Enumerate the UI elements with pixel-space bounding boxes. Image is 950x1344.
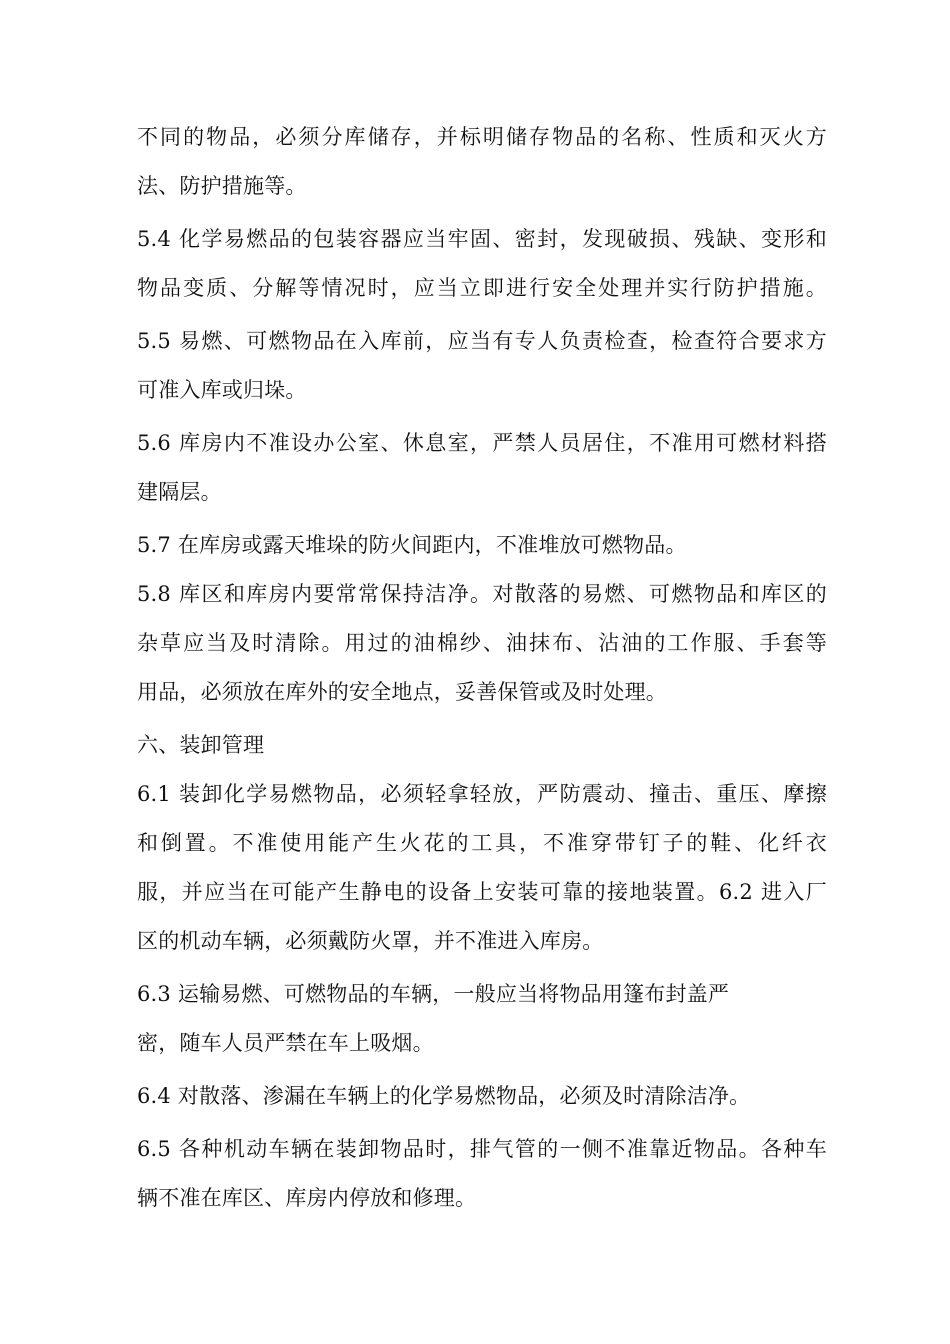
text-line: 5.8 库区和库房内要常常保持洁净。对散落的易燃、可燃物品和库区的 <box>137 582 827 606</box>
text-line: 密，随车人员严禁在车上吸烟。 <box>137 1031 434 1055</box>
text-line: 6.3 运输易燃、可燃物品的车辆，一般应当将物品用篷布封盖严 <box>137 982 730 1006</box>
text-line: 6.1 装卸化学易燃物品，必须轻拿轻放，严防震动、撞击、重压、摩擦 <box>137 782 827 806</box>
text-line: 6.4 对散落、渗漏在车辆上的化学易燃物品，必须及时清除洁净。 <box>137 1084 751 1108</box>
text-line: 辆不准在库区、库房内停放和修理。 <box>137 1186 477 1210</box>
section-heading: 六、装卸管理 <box>137 733 265 757</box>
text-line: 可准入库或归垛。 <box>137 378 307 402</box>
text-line: 5.4 化学易燃品的包装容器应当牢固、密封，发现破损、残缺、变形和 <box>137 227 827 251</box>
text-line: 建隔层。 <box>137 480 222 504</box>
text-line: 5.6 库房内不准设办公室、休息室，严禁人员居住，不准用可燃材料搭 <box>137 431 827 455</box>
text-line: 5.5 易燃、可燃物品在入库前，应当有专人负责检查，检查符合要求方 <box>137 329 827 353</box>
text-line: 区的机动车辆，必须戴防火罩，并不准进入库房。 <box>137 929 604 953</box>
text-line: 服，并应当在可能产生静电的设备上安装可靠的接地装置。6.2 进入厂 <box>137 880 827 904</box>
text-line: 物品变质、分解等情况时，应当立即进行安全处理并实行防护措施。 <box>137 276 827 300</box>
text-line: 杂草应当及时清除。用过的油棉纱、油抹布、沾油的工作服、手套等 <box>137 631 827 655</box>
text-line: 5.7 在库房或露天堆垛的防火间距内，不准堆放可燃物品。 <box>137 533 687 557</box>
text-line: 用品，必须放在库外的安全地点，妥善保管或及时处理。 <box>137 680 667 704</box>
text-line: 法、防护措施等。 <box>137 174 307 198</box>
text-line: 6.5 各种机动车辆在装卸物品时，排气管的一侧不准靠近物品。各种车 <box>137 1137 827 1161</box>
text-line: 和倒置。不准使用能产生火花的工具，不准穿带钉子的鞋、化纤衣 <box>137 831 827 855</box>
text-line: 不同的物品，必须分库储存，并标明储存物品的名称、性质和灭火方 <box>137 125 827 149</box>
